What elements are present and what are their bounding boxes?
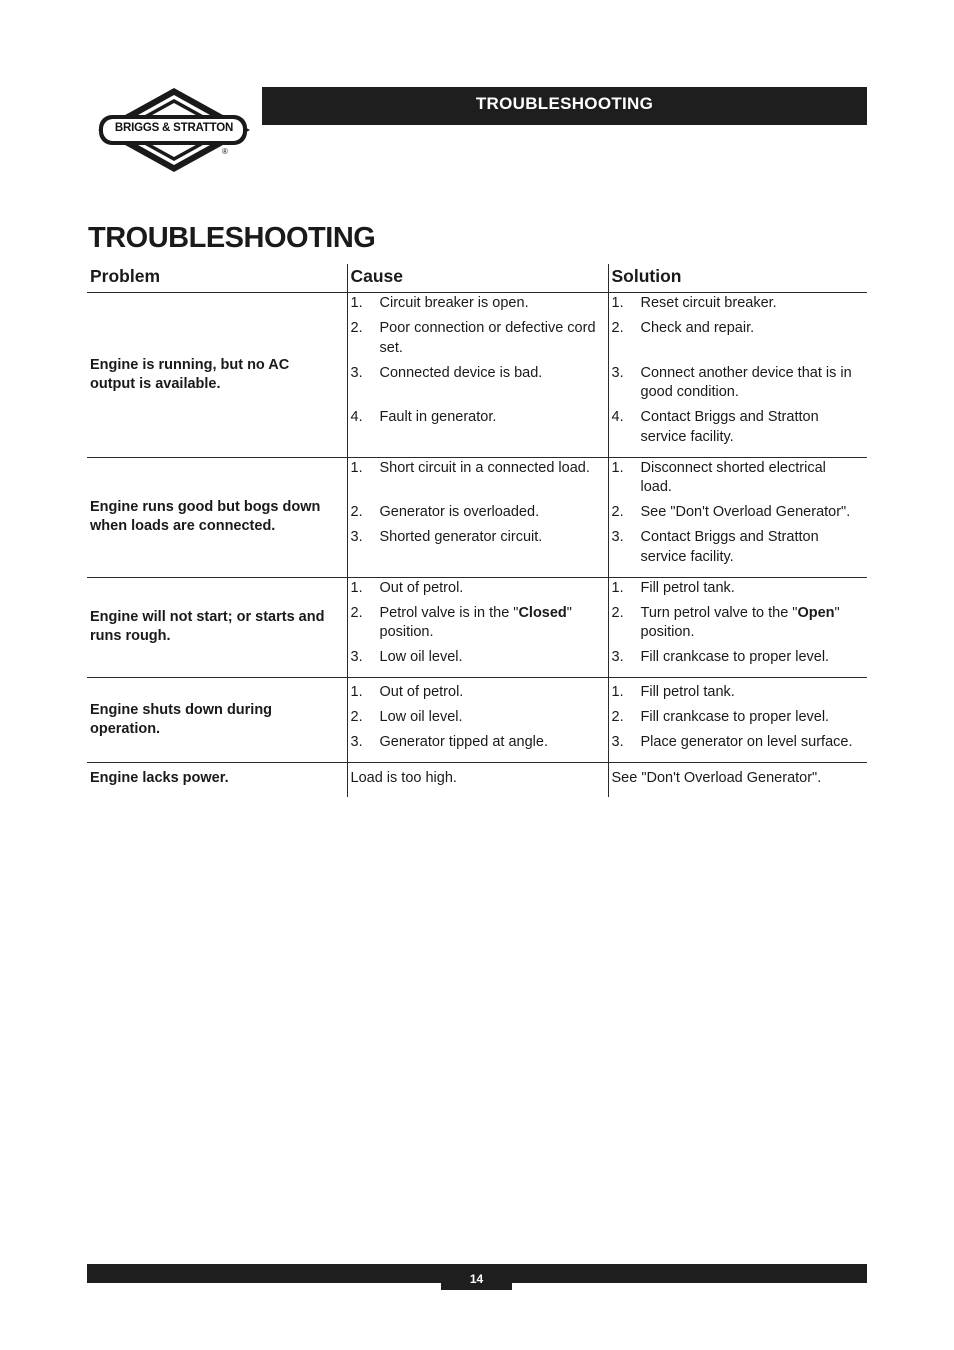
solution-cell xyxy=(608,678,867,763)
list-item: 3. Contact Briggs and Stratton service facility. xyxy=(611,529,819,565)
list-item: 1. Short circuit in a connected load. xyxy=(350,459,590,476)
list-item: 3. Low oil level. xyxy=(350,649,463,665)
list-item: 3. Place generator on level surface. xyxy=(611,734,853,750)
list-item: 3. Shorted generator circuit. xyxy=(350,529,543,545)
list-item: 2. See "Don't Overload Generator". xyxy=(611,504,851,520)
problem-cell: Engine lacks power. xyxy=(90,770,229,786)
table-row xyxy=(87,457,867,577)
table-row xyxy=(87,577,867,678)
list-item: 4. Contact Briggs and Stratton service facility. xyxy=(611,409,819,445)
list-item: 2. Low oil level. xyxy=(350,709,463,725)
page-number: 14 xyxy=(441,1264,512,1290)
column-header-solution: Solution xyxy=(608,264,867,293)
logo-wordmark: BRIGGS & STRATTON xyxy=(114,122,234,134)
problem-cell: Engine runs good but bogs down when loads are connected. xyxy=(87,457,347,577)
page-title: TROUBLESHOOTING xyxy=(88,222,376,254)
list-item: 1. Reset circuit breaker. xyxy=(611,295,777,311)
solution-cell xyxy=(608,293,867,458)
list-item: 1. Disconnect shorted electrical load. xyxy=(611,459,826,495)
problem-cell: Engine is running, but no AC output is available. xyxy=(87,293,347,458)
list-item: 3. Generator tipped at angle. xyxy=(350,734,548,750)
list-item: 2. Petrol valve is in the "Closed" position. xyxy=(350,604,572,640)
problem-cell: Engine will not start; or starts and runs rough. xyxy=(87,577,347,678)
solution-text: See "Don't Overload Generator". xyxy=(611,770,822,786)
column-header-problem: Problem xyxy=(87,264,347,293)
solution-cell xyxy=(608,577,867,678)
list-item: 2. Check and repair. xyxy=(611,320,755,336)
cause-cell xyxy=(347,457,608,577)
cause-cell xyxy=(347,678,608,763)
list-item: 3. Connected device is bad. xyxy=(350,364,543,381)
registered-mark: ® xyxy=(222,147,228,156)
column-header-cause: Cause xyxy=(347,264,608,293)
section-header-bar: TROUBLESHOOTING xyxy=(262,87,867,125)
list-item: 3. Connect another device that is in good condition. xyxy=(611,364,852,400)
solution-cell xyxy=(608,763,867,797)
cause-cell xyxy=(347,577,608,678)
cause-cell xyxy=(347,293,608,458)
table-header-row xyxy=(87,264,867,293)
list-item: 1. Circuit breaker is open. xyxy=(350,295,529,311)
list-item: 4. Fault in generator. xyxy=(350,409,497,425)
list-item: 2. Turn petrol valve to the "Open" position. xyxy=(611,604,840,640)
list-item: 2. Fill crankcase to proper level. xyxy=(611,709,830,725)
brand-logo xyxy=(96,86,252,174)
troubleshooting-table xyxy=(87,264,867,797)
list-item: 1. Fill petrol tank. xyxy=(611,684,735,700)
list-item: 3. Fill crankcase to proper level. xyxy=(611,649,830,665)
problem-cell: Engine shuts down during operation. xyxy=(87,678,347,763)
list-item: 2. Generator is overloaded. xyxy=(350,504,540,520)
list-item: 1. Fill petrol tank. xyxy=(611,579,735,596)
list-item: 2. Poor connection or defective cord set. xyxy=(350,320,596,356)
table-row xyxy=(87,678,867,763)
table-row xyxy=(87,293,867,458)
list-item: 1. Out of petrol. xyxy=(350,684,464,700)
solution-cell xyxy=(608,457,867,577)
list-item: 1. Out of petrol. xyxy=(350,579,464,596)
cause-text: Load is too high. xyxy=(350,770,457,786)
table-row xyxy=(87,763,867,797)
cause-cell xyxy=(347,763,608,797)
